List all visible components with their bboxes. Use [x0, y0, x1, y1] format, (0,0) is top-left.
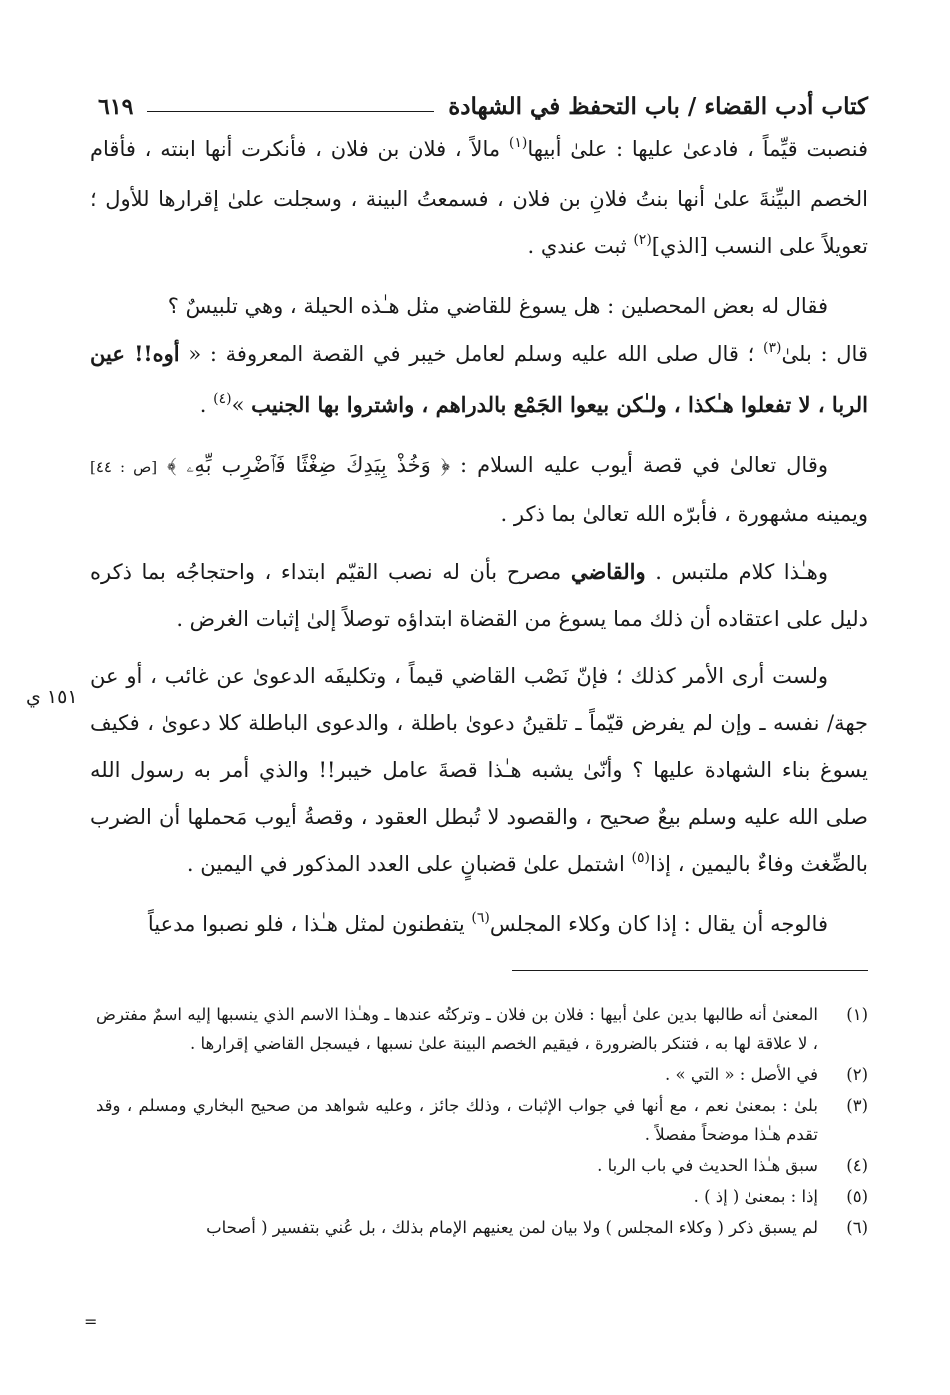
footnote-ref-1: (١): [508, 135, 528, 151]
text-segment: .: [199, 393, 207, 417]
quran-verse: وقال تعالىٰ في قصة أيوب عليه السلام : ﴿ وَخُذْ بِيَدِكَ ضِغْثًا فَٱضْرِب بِّهِۦ ﴾: [167, 453, 828, 477]
text-segment: يتفطنون لمثل هـٰذا ، فلو نصبوا مدعياً: [147, 912, 465, 936]
footnote-ref-2: (٢): [633, 232, 652, 248]
paragraph-6: [90, 901, 868, 951]
text-segment: فقال له بعض المحصلين : هل يسوغ للقاضي مثل هـٰذه الحيلة ، وهي تلبيسٌ ؟: [167, 294, 828, 318]
text-segment: ولست أرى الأمر كذلك ؛ فإنّ نَصْب القاضي قيماً ، وتكليفَه الدعوىٰ عن غائب ، أو عن جهة/ نفسه ـ وإن لم يفرض قيّماً ـ تلقينُ دعوىٰ باطلة ، والدعوى الباطلة كلا دعوىٰ ، فكيف يسوغ بناء الشهادة عليها ؟ وأنّىٰ يشبه هـٰذا قصةَ عامل خيبر!! والذي أمر به رسول الله صلى الله عليه وسلم بيعٌ صحيح ، والقصود لا تُبطل العقود ، وقصةُ أيوب مَحملها أن الضرب بالضِّغث وفاءٌ باليمين ، إذا: [90, 664, 868, 876]
footnote-text: بلىٰ : بمعنىٰ نعم ، مع أنها في جواب الإثبات ، وذلك جائز ، وعليه شواهد من صحيح البخاري ومسلم ، وقد تقدم هـٰذا موضحاً مفصلاً .: [96, 1096, 818, 1144]
footnote-ref-4: (٤): [213, 391, 232, 407]
text-segment: »: [231, 393, 252, 417]
running-title: كتاب أدب القضاء / باب التحفظ في الشهادة: [448, 93, 868, 120]
paragraph-2: [90, 283, 868, 432]
footnote-ref-5: (٥): [631, 850, 650, 866]
main-text: [90, 126, 868, 961]
footnote-text: إذا : بمعنىٰ ( إذ ) .: [693, 1187, 818, 1206]
footnote-number: (٥): [846, 1187, 868, 1206]
paragraph-3: [90, 442, 868, 538]
footnote-number: (٣): [846, 1096, 868, 1115]
bold-term: والقاضي: [570, 559, 646, 584]
text-segment: فالوجه أن يقال : إذا كان وكلاء المجلس: [489, 912, 828, 936]
footnote-item: [96, 1213, 868, 1242]
paragraph-5: [90, 653, 868, 891]
header-rule: [147, 111, 434, 112]
footnote-item: [96, 1060, 868, 1089]
footnote-item: [96, 1151, 868, 1180]
footnote-ref-6: (٦): [471, 910, 490, 926]
footnote-number: (٢): [846, 1065, 868, 1084]
text-segment: ثبت عندي .: [527, 234, 627, 258]
hadith-quote: أوه!! عين الربا ، لا تفعلوا هـٰكذا ، ولـٰكن بيعوا الجَمْع بالدراهم ، واشتروا بها الجنيب: [90, 341, 868, 417]
text-segment: وهـٰذا كلام ملتبس .: [645, 560, 829, 584]
footnote-item: [96, 1182, 868, 1211]
page-number: ٦١٩: [98, 94, 134, 120]
footnote-text: في الأصل : « التي » .: [665, 1065, 818, 1084]
text-segment: ؛ قال صلى الله عليه وسلم لعامل خيبر في القصة المعروفة : «: [179, 342, 755, 366]
footnote-text: سبق هـٰذا الحديث في باب الربا .: [597, 1156, 818, 1175]
text-segment: اشتمل علىٰ قضبانٍ على العدد المذكور في اليمين .: [186, 852, 625, 876]
text-segment: فنصبت قيِّماً ، فادعىٰ عليها : علىٰ أبيها: [527, 137, 868, 161]
footnote-separator: [512, 970, 868, 971]
text-segment: ويمينه مشهورة ، فأبرّه الله تعالىٰ بما ذكر .: [500, 502, 868, 526]
footnote-text: المعنىٰ أنه طالبها بدين علىٰ أبيها : فلان بن فلان ـ وتركتُه عندها ـ وهـٰذا الاسم الذي ينسبها إليه اسمٌ مفترض ، لا علاقة لها به ، فتنكر بالضرورة ، فيقيم الخصم البينة علىٰ نسبها ، فيسجل القاضي إقرارها .: [96, 1005, 818, 1053]
footnotes: [96, 1000, 868, 1244]
text-segment: قال : بلىٰ: [781, 342, 868, 366]
footnote-item: [96, 1091, 868, 1149]
footnote-item: [96, 1000, 868, 1058]
text-segment: مالاً ، فلان بن فلان ، فأنكرت أنها ابنته ، فأقام الخصم البيِّنةَ علىٰ أنها بنتُ فلانِ بن فلان ، فسمعتُ البينة ، وسجلت علىٰ إقرارها للأول ؛ تعويلاً على النسب [الذي]: [90, 137, 868, 258]
paragraph-1: [90, 126, 868, 273]
text-segment: مصرح بأن له نصب القيّم ابتداء ، واحتجاجُه بما ذكره دليل على اعتقاده أن ذلك مما يسوغ من القضاة ابتداؤه توصلاً إلىٰ إثبات الغرض .: [90, 560, 868, 631]
paragraph-4: [90, 548, 868, 643]
footnote-number: (٦): [846, 1218, 868, 1237]
footnote-number: (٤): [846, 1156, 868, 1175]
quran-reference: [ص : ٤٤]: [90, 458, 158, 476]
continuation-mark: =: [84, 1312, 98, 1331]
footnote-ref-3: (٣): [763, 340, 782, 356]
footnote-text: لم يسبق ذكر ( وكلاء المجلس ) ولا بيان لمن يعنيهم الإمام بذلك ، بل عُني بتفسير ( أصحاب: [206, 1218, 818, 1237]
footnote-number: (١): [846, 1005, 868, 1024]
running-header: [98, 86, 868, 120]
margin-manuscript-note: ١٥١ ي: [26, 686, 78, 708]
